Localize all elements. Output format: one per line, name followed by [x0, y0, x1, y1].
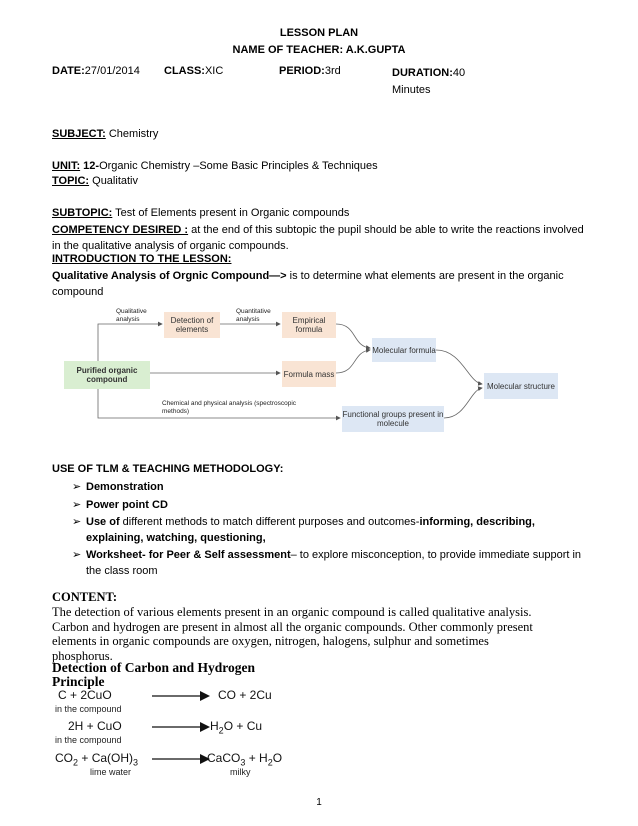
arrow-bullet-icon: ➢	[72, 549, 82, 561]
empirical-formula-box: Empirical formula	[282, 312, 336, 338]
content-line3: elements in organic compounds are oxygen, nitrogen, halogens, sulphur and sometimes	[52, 634, 489, 648]
reaction1-note: in the compound	[55, 704, 122, 714]
intro-label: INTRODUCTION TO THE LESSON:	[52, 253, 232, 265]
list-item	[52, 480, 612, 496]
tlm-list	[52, 480, 612, 581]
class-value: XIC	[204, 65, 224, 77]
period-field	[279, 65, 341, 77]
quantitative-label: Quantitative analysis	[236, 308, 271, 323]
teacher-name: NAME OF TEACHER: A.K.GUPTA	[232, 44, 406, 56]
content-line4: phosphorus.	[52, 648, 113, 663]
content-line1: The detection of various elements present in an organic compound is called qualitative analysis.	[52, 605, 532, 619]
tlm-item-text: Demonstration	[86, 481, 164, 493]
reaction2-note: in the compound	[55, 735, 122, 745]
competency-block	[52, 222, 612, 254]
tlm-item-bold2: informing, describing,	[419, 516, 535, 528]
r3-h: + H	[245, 751, 268, 765]
r3-sub4: 2	[267, 757, 273, 768]
subtopic-value: Test of Elements present in Organic compounds	[112, 207, 350, 219]
intro-line2: compound	[52, 286, 104, 298]
r3-sub1: 2	[73, 757, 79, 768]
competency-label: COMPETENCY DESIRED :	[52, 224, 189, 236]
topic-label: TOPIC:	[52, 175, 90, 187]
list-item	[52, 548, 612, 579]
subtopic-line	[52, 207, 349, 219]
purified-compound-box: Purified organic compound	[64, 361, 150, 389]
duration-label: DURATION:	[392, 67, 453, 79]
r2-o-cu: O + Cu	[223, 719, 263, 733]
intro-bold: Qualitative Analysis of Orgnic Compound—>	[52, 270, 287, 282]
arrow-bullet-icon: ➢	[72, 481, 82, 493]
competency-line1: at the end of this subtopic the pupil should be able to write the reactions involved	[188, 224, 584, 236]
tlm-item-text: Power point CD	[86, 498, 168, 511]
content-paragraph	[52, 605, 622, 663]
chem-phys-label: Chemical and physical analysis (spectroscopic methods)	[162, 400, 297, 415]
principle-heading: Principle	[52, 674, 105, 689]
r2-h: H	[210, 719, 219, 733]
duration-value: 40	[452, 67, 466, 79]
reaction1-products: CO + 2Cu	[218, 688, 272, 702]
formula-mass-box: Formula mass	[282, 361, 336, 387]
intro-text	[52, 268, 612, 300]
class-label: CLASS:	[164, 65, 205, 77]
list-item	[52, 498, 612, 514]
molecular-structure-box: Molecular structure	[484, 373, 558, 399]
content-heading: CONTENT:	[52, 590, 118, 604]
unit-line	[52, 160, 378, 172]
intro-line1: is to determine what elements are present in the organic	[286, 270, 564, 282]
subtopic-label: SUBTOPIC:	[52, 207, 113, 219]
r3-o: O	[272, 751, 283, 765]
detection-box: Detection of elements	[164, 312, 220, 338]
reaction2-reactants: 2H + CuO	[68, 719, 122, 733]
topic-line	[52, 175, 138, 187]
tlm-item-bold: Worksheet- for Peer & Self assessment	[86, 549, 291, 561]
date-label: DATE:	[52, 65, 85, 77]
r3-sub2: 3	[133, 757, 139, 768]
date-field	[52, 65, 140, 77]
r2-sub: 2	[218, 725, 224, 736]
competency-line2: in the qualitative analysis of organic compounds.	[52, 240, 289, 252]
date-value: 27/01/2014	[84, 65, 140, 77]
reaction3-products	[207, 751, 282, 767]
tlm-item-text: different methods to match different purposes and outcomes-	[119, 516, 420, 528]
reaction3-note-right: milky	[230, 767, 251, 777]
tlm-item-line2: explaining, watching, questioning,	[86, 531, 266, 544]
r3-sub3: 3	[240, 757, 246, 768]
molecular-formula-box: Molecular formula	[372, 338, 436, 362]
reaction2-arrow-icon	[152, 721, 212, 733]
duration-unit: Minutes	[392, 84, 431, 96]
detection-heading: Detection of Carbon and Hydrogen	[52, 660, 256, 675]
subject-label: SUBJECT:	[52, 128, 106, 140]
subject-value: Chemistry	[105, 128, 159, 140]
tlm-item-line2: the class room	[86, 564, 158, 577]
reaction3-reactants	[55, 751, 138, 767]
reaction3-arrow-icon	[152, 753, 212, 765]
intro-heading	[52, 253, 231, 265]
r3-caoh: + Ca(OH)	[78, 751, 134, 765]
class-field	[164, 65, 223, 77]
subject-line	[52, 128, 158, 140]
arrow-bullet-icon: ➢	[72, 516, 82, 528]
qualitative-label: Qualitative analysis	[116, 308, 147, 323]
functional-groups-box: Functional groups present in molecule	[342, 406, 444, 432]
tlm-item-text: – to explore misconception, to provide immediate support in	[290, 549, 582, 561]
doc-title: LESSON PLAN	[279, 27, 359, 39]
content-line2: Carbon and hydrogen are present in almost all the organic compounds. Other commonly present	[52, 619, 533, 634]
unit-label: UNIT:	[52, 160, 81, 172]
arrow-bullet-icon: ➢	[72, 498, 82, 511]
topic-value: Qualitativ	[89, 175, 138, 187]
tlm-item-bold: Use of	[86, 516, 120, 528]
unit-number: 12-	[80, 160, 100, 172]
period-value: 3rd	[324, 65, 341, 77]
unit-value: Organic Chemistry –Some Basic Principles & Techniques	[99, 160, 378, 172]
reaction1-reactants: C + 2CuO	[58, 688, 112, 702]
page-number: 1	[316, 797, 322, 808]
reaction3-note-left: lime water	[90, 767, 132, 777]
reaction2-products	[210, 719, 262, 735]
duration-field	[392, 65, 465, 99]
reaction1-arrow-icon	[152, 690, 212, 702]
r3-co: CO	[55, 751, 73, 765]
tlm-heading: USE OF TLM & TEACHING METHODOLOGY:	[52, 463, 284, 475]
analysis-flow-diagram	[52, 298, 570, 444]
r3-caco: CaCO	[207, 751, 241, 765]
list-item	[52, 515, 612, 546]
period-label: PERIOD:	[279, 65, 325, 77]
